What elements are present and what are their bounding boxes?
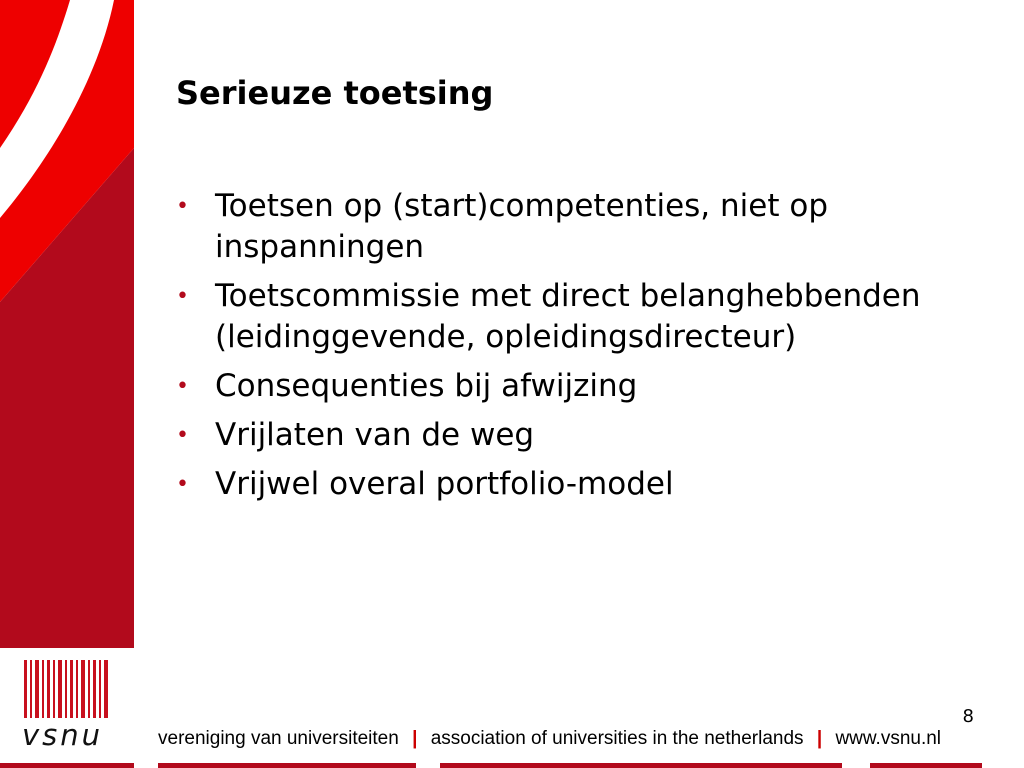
bullet-item xyxy=(176,464,936,505)
bullet-dot-icon: • xyxy=(176,194,189,219)
bullet-item xyxy=(176,186,936,268)
footer-red-strip xyxy=(0,763,1024,768)
bullet-text: Toetscommissie met direct belanghebbenden (leidinggevende, opleidingsdirecteur) xyxy=(215,278,921,355)
bullet-dot-icon: • xyxy=(176,472,189,497)
bullet-text: Consequenties bij afwijzing xyxy=(215,368,638,404)
decorative-side-graphic xyxy=(0,0,134,648)
footer-strip-segment xyxy=(0,763,134,768)
barcode-logo-icon xyxy=(24,660,110,718)
bullet-item xyxy=(176,276,936,358)
bullet-dot-icon: • xyxy=(176,284,189,309)
footer-strip-segment xyxy=(440,763,842,768)
bullet-item xyxy=(176,366,936,407)
footer-separator: | xyxy=(412,728,418,749)
footer-english-name: association of universities in the netherlands xyxy=(430,728,804,749)
footer-strip-segment xyxy=(870,763,982,768)
logo-wordmark: vsnu xyxy=(22,718,104,752)
bullet-text: Vrijwel overal portfolio-model xyxy=(215,466,674,502)
bullet-item xyxy=(176,415,936,456)
page-number: 8 xyxy=(962,706,974,727)
bullet-list xyxy=(176,186,936,513)
bullet-text: Vrijlaten van de weg xyxy=(215,417,535,453)
footer-separator: | xyxy=(816,728,823,749)
vsnu-logo xyxy=(22,660,112,752)
footer-dutch-name: vereniging van universiteiten xyxy=(158,728,399,749)
footer-website: www.vsnu.nl xyxy=(835,728,942,749)
bullet-dot-icon: • xyxy=(176,374,189,399)
footer-strip-segment xyxy=(158,763,416,768)
bullet-dot-icon: • xyxy=(176,423,189,448)
footer-tagline xyxy=(158,728,941,750)
slide-title: Serieuze toetsing xyxy=(176,74,494,112)
bullet-text: Toetsen op (start)competenties, niet op inspanningen xyxy=(215,188,828,265)
